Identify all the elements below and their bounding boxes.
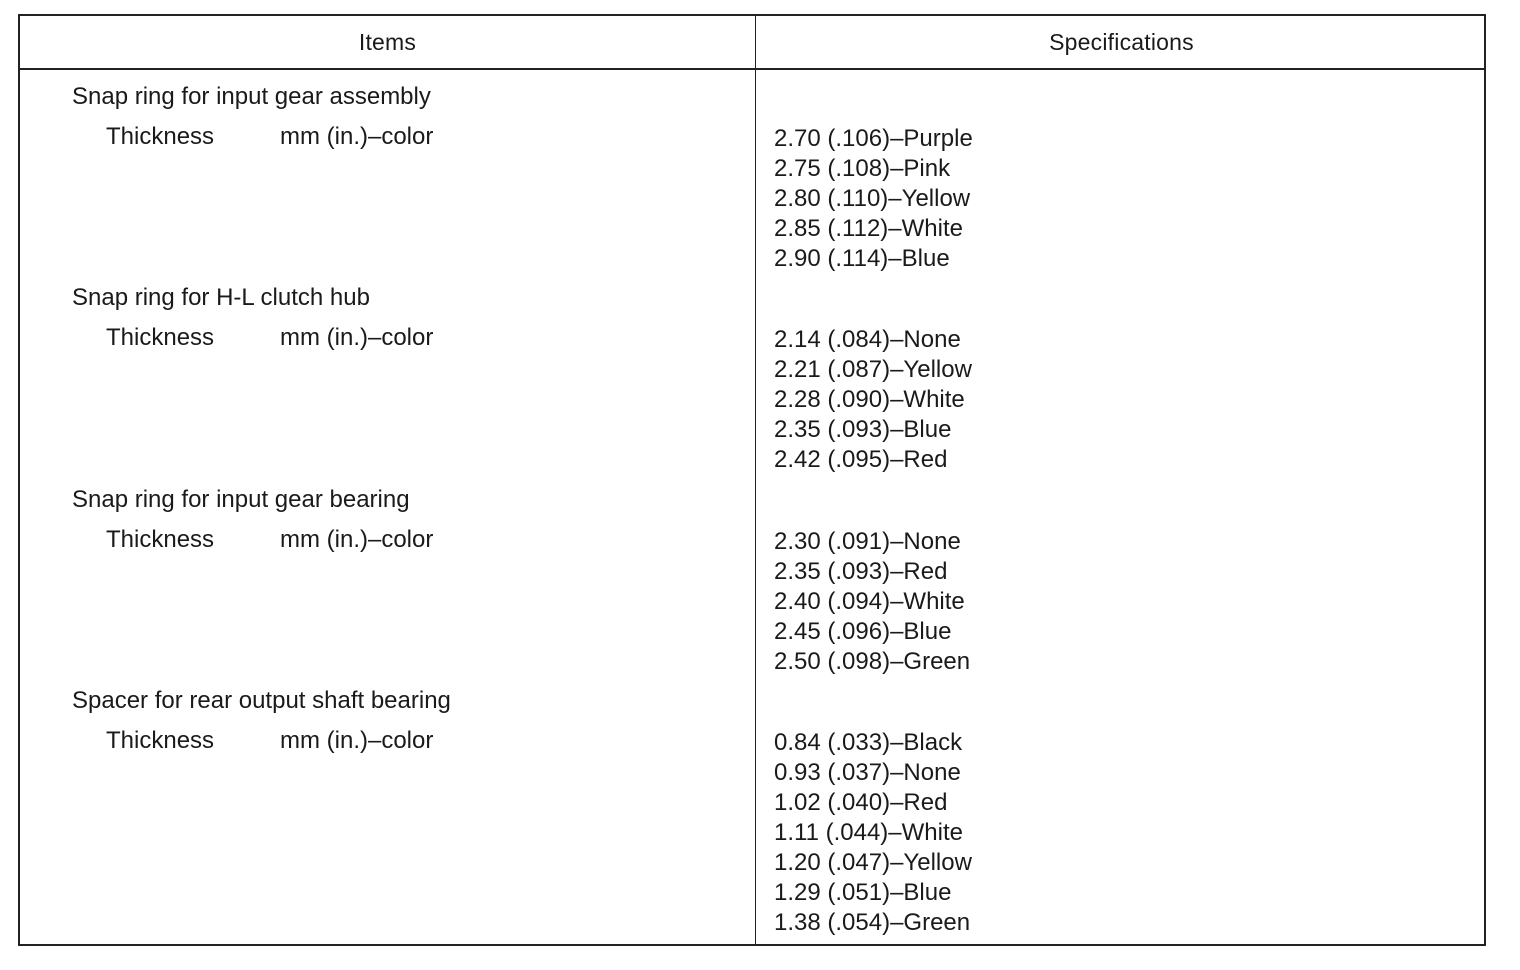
spec-value: 2.35 (.093)–Blue bbox=[774, 416, 952, 443]
spec-value: 2.85 (.112)–White bbox=[774, 215, 963, 242]
spec-value: 2.28 (.090)–White bbox=[774, 386, 965, 413]
item-unit: mm (in.)–color bbox=[280, 324, 434, 351]
item-unit: mm (in.)–color bbox=[280, 727, 434, 754]
item-label: Thickness bbox=[106, 123, 215, 150]
item-label: Thickness bbox=[106, 324, 215, 351]
table-header bbox=[20, 16, 1484, 70]
spec-value: 2.50 (.098)–Green bbox=[774, 648, 971, 675]
spec-value: 1.29 (.051)–Blue bbox=[774, 879, 952, 906]
spec-value: 1.38 (.054)–Green bbox=[774, 909, 971, 936]
spec-value: 2.35 (.093)–Red bbox=[774, 558, 948, 585]
column-divider bbox=[755, 16, 756, 944]
item-title: Snap ring for input gear bearing bbox=[72, 486, 410, 513]
spec-value: 2.42 (.095)–Red bbox=[774, 446, 948, 473]
spec-value: 2.21 (.087)–Yellow bbox=[774, 356, 972, 383]
spec-value: 1.20 (.047)–Yellow bbox=[774, 849, 972, 876]
item-title: Spacer for rear output shaft bearing bbox=[72, 687, 451, 714]
item-title: Snap ring for H-L clutch hub bbox=[72, 284, 370, 311]
item-unit: mm (in.)–color bbox=[280, 123, 434, 150]
header-items: Items bbox=[358, 29, 417, 55]
item-title: Snap ring for input gear assembly bbox=[72, 83, 431, 110]
spec-value: 0.93 (.037)–None bbox=[774, 759, 961, 786]
item-label: Thickness bbox=[106, 727, 215, 754]
spec-value: 2.14 (.084)–None bbox=[774, 326, 961, 353]
spec-value: 2.75 (.108)–Pink bbox=[774, 155, 951, 182]
spec-list bbox=[774, 527, 970, 677]
spec-value: 2.80 (.110)–Yellow bbox=[774, 185, 971, 212]
spec-value: 2.90 (.114)–Blue bbox=[774, 245, 950, 272]
spec-value: 2.30 (.091)–None bbox=[774, 528, 961, 555]
spec-value: 2.45 (.096)–Blue bbox=[774, 618, 952, 645]
spec-value: 0.84 (.033)–Black bbox=[774, 729, 963, 756]
spec-value: 2.40 (.094)–White bbox=[774, 588, 965, 615]
spec-list bbox=[774, 124, 973, 274]
item-label: Thickness bbox=[106, 526, 215, 553]
header-specifications: Specifications bbox=[1049, 29, 1194, 55]
spec-value: 1.11 (.044)–White bbox=[774, 819, 963, 846]
spec-value: 2.70 (.106)–Purple bbox=[774, 125, 973, 152]
spec-value: 1.02 (.040)–Red bbox=[774, 789, 948, 816]
item-unit: mm (in.)–color bbox=[280, 526, 434, 553]
spec-list bbox=[774, 325, 972, 475]
spec-list bbox=[774, 728, 972, 938]
specifications-table bbox=[18, 14, 1486, 946]
